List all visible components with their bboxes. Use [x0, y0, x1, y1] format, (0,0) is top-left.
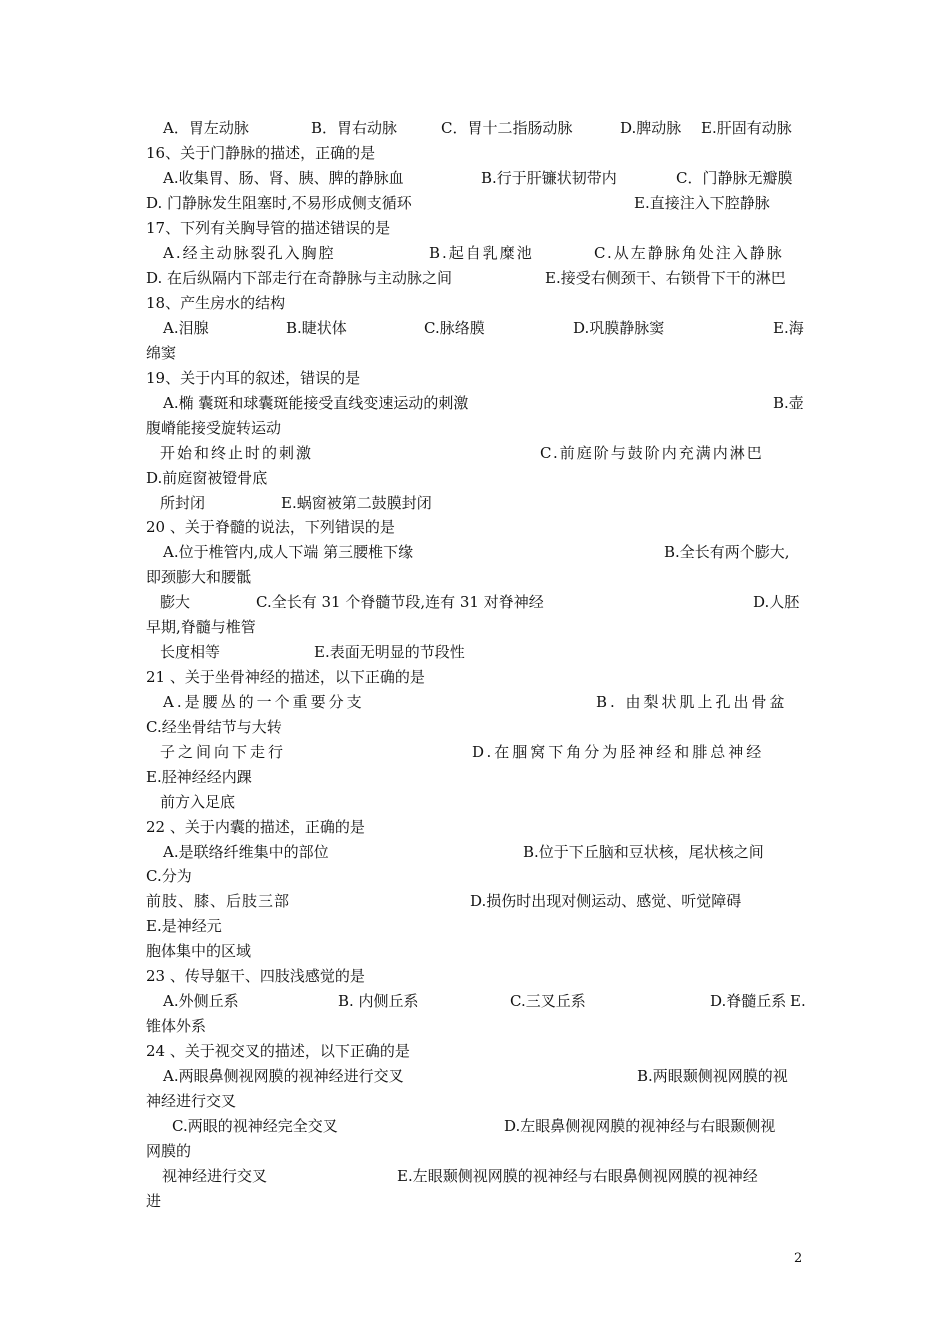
- text-line: [0, 740, 950, 765]
- option-e: E.胫神经经内踝: [146, 768, 252, 786]
- question-text: 22 、关于内囊的描述，正确的是: [146, 818, 365, 836]
- option-e: E.接受右侧颈干、右锁骨下干的淋巴: [545, 269, 786, 287]
- option-b: B.起自乳糜池: [429, 244, 534, 262]
- question-text: 21 、关于坐骨神经的描述，以下正确的是: [146, 668, 425, 686]
- option-c: C.两眼的视神经完全交叉: [172, 1117, 338, 1135]
- option-b: B．胃右动脉: [311, 119, 398, 137]
- option-d: D.损伤时出现对侧运动、感觉、听觉障碍: [470, 892, 742, 910]
- question-16-stem: [0, 141, 950, 166]
- option-c: C．胃十二指肠动脉: [441, 119, 573, 137]
- option-a: A.是腰丛的一个重要分支: [163, 693, 365, 711]
- text-line: [0, 341, 950, 366]
- option-b: B.睫状体: [286, 319, 347, 337]
- continuation-text: 进: [146, 1192, 162, 1210]
- continuation-text: 网膜的: [146, 1142, 192, 1160]
- option-e: E.肝固有动脉: [701, 119, 792, 137]
- option-d: D. 门静脉发生阻塞时,不易形成侧支循环: [146, 194, 412, 212]
- continuation-text: 绵窦: [146, 344, 177, 362]
- question-text: 23 、传导躯干、四肢浅感觉的是: [146, 967, 365, 985]
- text-line: [0, 889, 950, 914]
- continuation-text: 早期,脊髓与椎管: [146, 618, 256, 636]
- text-line: [0, 615, 950, 640]
- option-a: A.是联络纤维集中的部位: [163, 843, 329, 861]
- text-line: [0, 565, 950, 590]
- continuation-text: 前方入足底: [160, 793, 236, 811]
- question-18-stem: [0, 291, 950, 316]
- text-line: [0, 241, 950, 266]
- text-line: [0, 1114, 950, 1139]
- continuation-text: 前肢、膝、后肢三部: [146, 892, 291, 910]
- option-a: A．胃左动脉: [163, 119, 249, 137]
- continuation-text: 腹嵴能接受旋转运动: [146, 419, 282, 437]
- option-e: E.直接注入下腔静脉: [634, 194, 770, 212]
- text-line: [0, 466, 950, 491]
- text-line: [0, 914, 950, 939]
- text-line: [0, 640, 950, 665]
- option-c: C．门静脉无瓣膜: [676, 169, 793, 187]
- option-c: C.分为: [146, 867, 192, 885]
- option-c: C.脉络膜: [424, 319, 485, 337]
- option-d: D. 在后纵隔内下部走行在奇静脉与主动脉之间: [146, 269, 453, 287]
- continuation-text: 长度相等: [160, 643, 221, 661]
- option-b: B. 由梨状肌上孔出骨盆: [596, 693, 788, 711]
- option-e: E.表面无明显的节段性: [314, 643, 465, 661]
- option-c: C.三叉丘系: [510, 992, 586, 1010]
- text-line: [0, 1064, 950, 1089]
- option-c: C.全长有 31 个脊髓节段,连有 31 对脊神经: [256, 593, 544, 611]
- question-21-stem: [0, 665, 950, 690]
- question-23-stem: [0, 964, 950, 989]
- text-line: [0, 690, 950, 715]
- question-24-stem: [0, 1039, 950, 1064]
- option-d: D.巩膜静脉窦: [573, 319, 665, 337]
- continuation-text: 锥体外系: [146, 1017, 207, 1035]
- option-d: D.人胚: [753, 593, 800, 611]
- text-line: [0, 1164, 950, 1189]
- option-a: A.两眼鼻侧视网膜的视神经进行交叉: [163, 1067, 404, 1085]
- question-text: 20 、关于脊髓的说法，下列错误的是: [146, 518, 395, 536]
- text-line: [0, 765, 950, 790]
- option-c: C.经坐骨结节与大转: [146, 718, 282, 736]
- question-text: 19、关于内耳的叙述，错误的是: [146, 369, 361, 387]
- continuation-text: 即颈膨大和腰骶: [146, 568, 252, 586]
- option-b: B.行于肝镰状韧带内: [481, 169, 617, 187]
- question-text: 16、关于门静脉的描述，正确的是: [146, 144, 376, 162]
- option-d: D.左眼鼻侧视网膜的视神经与右眼颞侧视: [504, 1117, 776, 1135]
- text-line: [0, 416, 950, 441]
- option-a: A.泪腺: [163, 319, 209, 337]
- text-line: [0, 191, 950, 216]
- text-line: [0, 441, 950, 466]
- continuation-text: 所封闭: [160, 494, 206, 512]
- text-line: [0, 939, 950, 964]
- option-e: E.海: [773, 319, 804, 337]
- continuation-text: 神经进行交叉: [146, 1092, 237, 1110]
- question-text: 24 、关于视交叉的描述，以下正确的是: [146, 1042, 410, 1060]
- option-d: D.前庭窗被镫骨底: [146, 469, 268, 487]
- option-b: B.全长有两个膨大,: [664, 543, 790, 561]
- continuation-text: 膨大: [160, 593, 191, 611]
- option-a: A.位于椎管内,成人下端 第三腰椎下缘: [163, 543, 414, 561]
- text-line: [0, 840, 950, 865]
- option-a: A.收集胃、肠、肾、胰、脾的静脉血: [163, 169, 404, 187]
- continuation-text: 子之间向下走行: [160, 743, 287, 761]
- text-line: [0, 715, 950, 740]
- option-e: E.左眼颞侧视网膜的视神经与右眼鼻侧视网膜的视神经: [397, 1167, 758, 1185]
- text-line: [0, 540, 950, 565]
- text-line: [0, 1139, 950, 1164]
- option-b: B. 内侧丘系: [338, 992, 419, 1010]
- text-line: [0, 1014, 950, 1039]
- option-a: A.外侧丘系: [163, 992, 239, 1010]
- text-line: [0, 590, 950, 615]
- text-line: [0, 989, 950, 1014]
- text-line: [0, 166, 950, 191]
- option-b: B.壶: [773, 394, 804, 412]
- question-22-stem: [0, 815, 950, 840]
- option-e: E.蜗窗被第二鼓膜封闭: [281, 494, 432, 512]
- option-c: C.从左静脉角处注入静脉: [594, 244, 784, 262]
- text-line: [0, 491, 950, 516]
- option-a: A.经主动脉裂孔入胸腔: [163, 244, 336, 262]
- question-19-stem: [0, 366, 950, 391]
- text-line: [0, 391, 950, 416]
- text-line: [0, 316, 950, 341]
- option-d: D.脊髓丘系: [710, 992, 787, 1010]
- continuation-text: 开始和终止时的刺激: [160, 444, 314, 462]
- question-20-stem: [0, 515, 950, 540]
- text-line: [0, 864, 950, 889]
- option-b: B.位于下丘脑和豆状核，尾状核之间: [523, 843, 764, 861]
- continuation-text: 胞体集中的区域: [146, 942, 252, 960]
- question-text: 17、下列有关胸导管的描述错误的是: [146, 219, 391, 237]
- text-line: [0, 1189, 950, 1214]
- text-line: [0, 790, 950, 815]
- option-a: A.椭 囊斑和球囊斑能接受直线变速运动的刺激: [163, 394, 469, 412]
- text-line: [0, 1089, 950, 1114]
- option-e: E.: [790, 992, 806, 1010]
- continuation-text: 视神经进行交叉: [162, 1167, 268, 1185]
- question-text: 18、产生房水的结构: [146, 294, 286, 312]
- text-line: [0, 116, 950, 141]
- page-number: 2: [794, 1251, 803, 1266]
- text-line: [0, 266, 950, 291]
- option-e: E.是神经元: [146, 917, 222, 935]
- option-c: C.前庭阶与鼓阶内充满内淋巴: [540, 444, 764, 462]
- question-17-stem: [0, 216, 950, 241]
- option-d: D.在腘窝下角分为胫神经和腓总神经: [472, 743, 765, 761]
- option-b: B.两眼颞侧视网膜的视: [637, 1067, 788, 1085]
- option-d: D.脾动脉: [620, 119, 682, 137]
